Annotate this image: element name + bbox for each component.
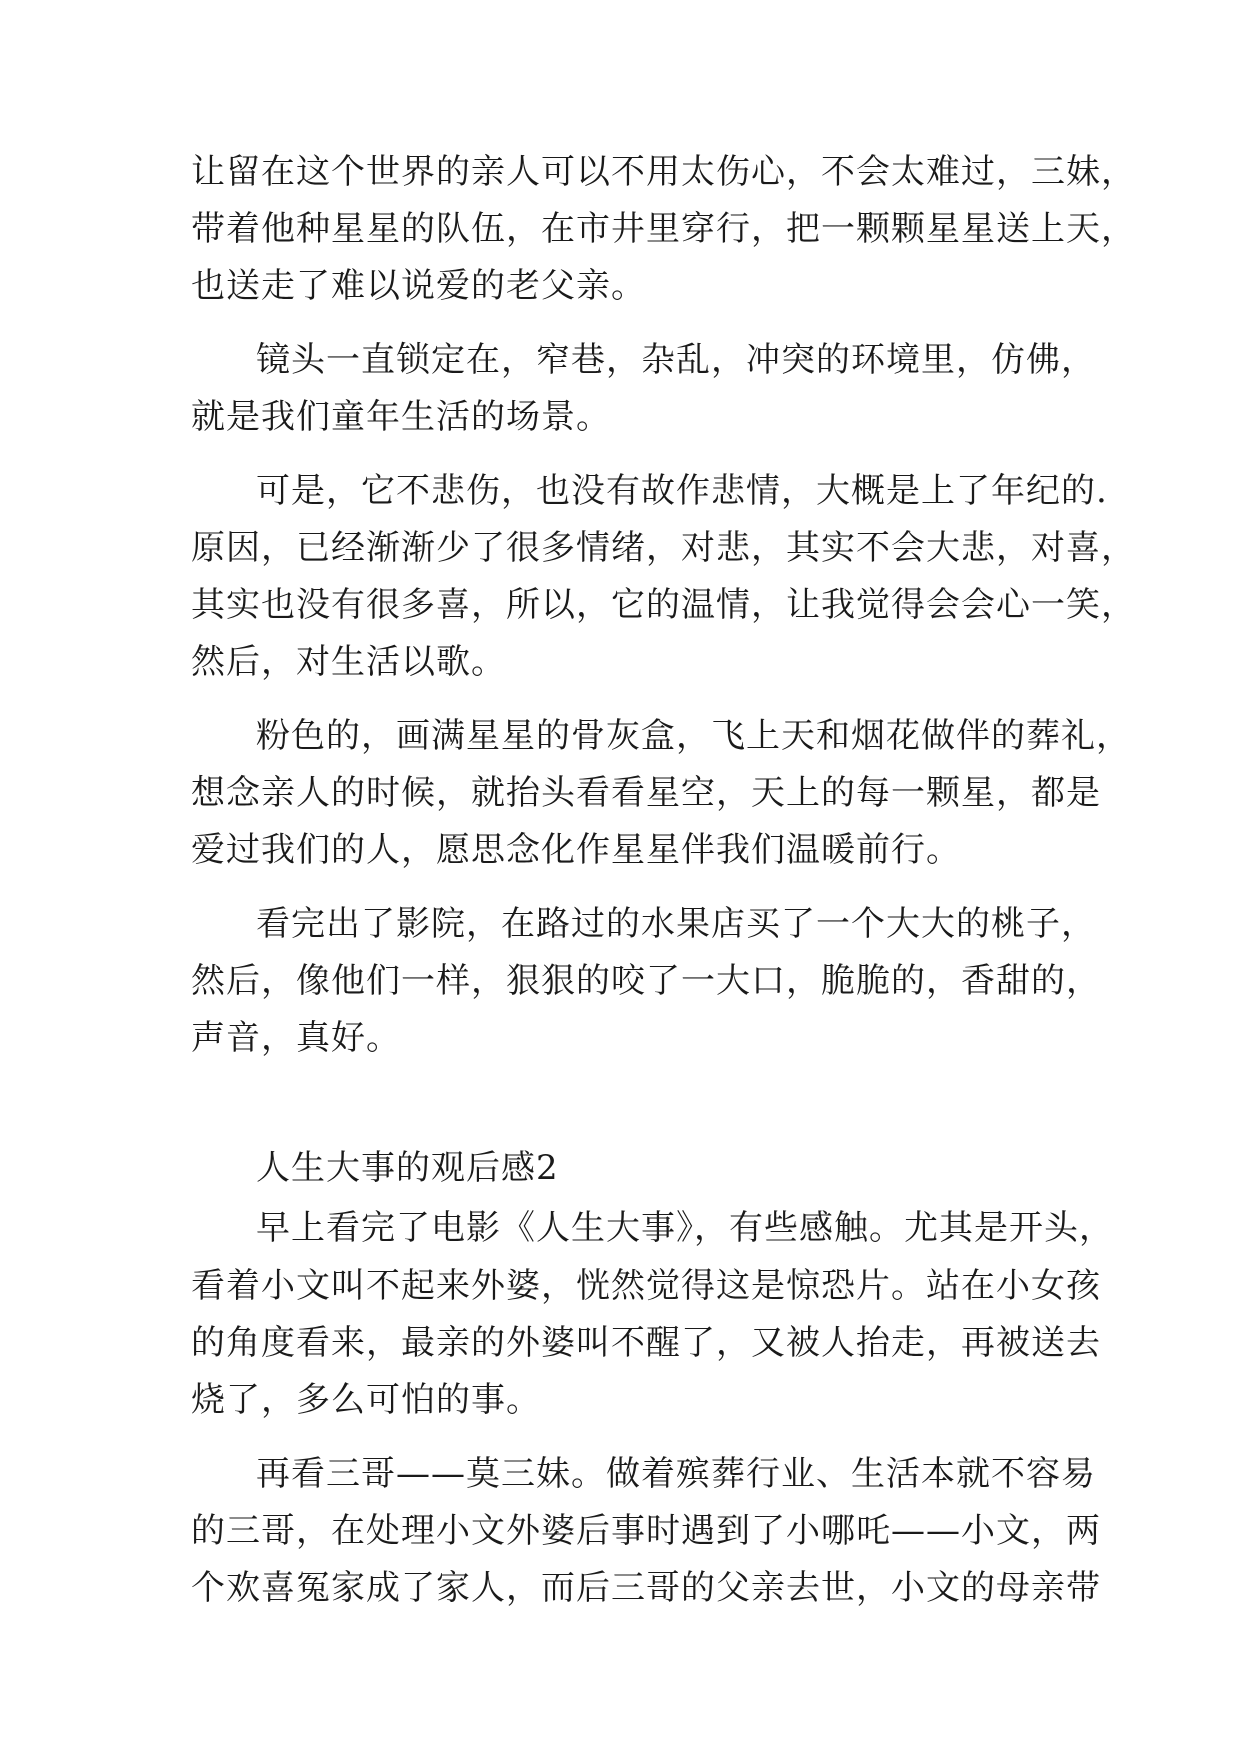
text-line: 个欢喜冤家成了家人，而后三哥的父亲去世，小文的母亲带 — [191, 1568, 1101, 1608]
text-line: 声音，真好。 — [191, 1018, 401, 1058]
text-line: 的角度看来，最亲的外婆叫不醒了，又被人抬走，再被送去 — [191, 1323, 1101, 1363]
text-line: 然后，像他们一样，狠狠的咬了一大口，脆脆的，香甜的， — [191, 961, 1101, 1001]
text-line: 看着小文叫不起来外婆，恍然觉得这是惊恐片。站在小女孩 — [191, 1266, 1101, 1306]
text-line: 镜头一直锁定在，窄巷，杂乱，冲突的环境里，仿佛， — [256, 340, 1096, 380]
text-line: 粉色的，画满星星的骨灰盒，飞上天和烟花做伴的葬礼， — [256, 716, 1131, 756]
text-line: 可是，它不悲伤，也没有故作悲情，大概是上了年纪的. — [256, 471, 1108, 511]
text-line: 其实也没有很多喜，所以，它的温情，让我觉得会会心一笑， — [191, 585, 1136, 625]
section-heading: 人生大事的观后感2 — [256, 1148, 559, 1188]
text-line: 原因，已经渐渐少了很多情绪，对悲，其实不会大悲，对喜， — [191, 528, 1136, 568]
text-line: 想念亲人的时候，就抬头看看星空，天上的每一颗星，都是 — [191, 773, 1101, 813]
text-line: 让留在这个世界的亲人可以不用太伤心，不会太难过，三妹， — [191, 152, 1136, 192]
text-line: 早上看完了电影《人生大事》，有些感触。尤其是开头， — [256, 1208, 1114, 1248]
text-line: 再看三哥——莫三妹。做着殡葬行业、生活本就不容易 — [256, 1454, 1096, 1494]
text-line: 爱过我们的人，愿思念化作星星伴我们温暖前行。 — [191, 830, 961, 870]
text-line: 带着他种星星的队伍，在市井里穿行，把一颗颗星星送上天， — [191, 209, 1136, 249]
text-line: 烧了，多么可怕的事。 — [191, 1380, 541, 1420]
text-line: 也送走了难以说爱的老父亲。 — [191, 266, 646, 306]
text-line: 看完出了影院，在路过的水果店买了一个大大的桃子， — [256, 904, 1096, 944]
text-line: 的三哥，在处理小文外婆后事时遇到了小哪吒——小文，两 — [191, 1511, 1101, 1551]
text-line: 就是我们童年生活的场景。 — [191, 397, 611, 437]
text-line: 然后，对生活以歌。 — [191, 642, 506, 682]
